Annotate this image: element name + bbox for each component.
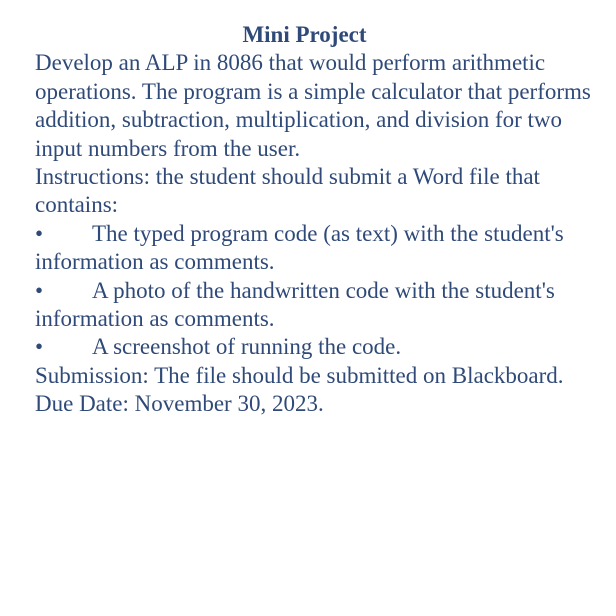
document-title-text: Mini Project [242,22,367,47]
due-date-paragraph: Due Date: November 30, 2023. [35,391,324,417]
bullet-text: The typed program code (as text) with the student's information as comments. [35,220,564,275]
bullet-item-handwritten-photo [35,277,613,334]
document-title [0,21,578,49]
document [35,21,613,419]
instructions-paragraph: Instructions: the student should submit a Word file that contains: [35,164,540,218]
bullet-item-typed-code [35,220,613,277]
bullet-text: A photo of the handwritten code with the student's information as comments. [35,277,555,332]
bullet-item-screenshot [35,333,613,361]
bullet-mark: • [35,220,44,246]
bullet-mark: • [35,277,44,303]
bullet-text: A screenshot of running the code. [92,334,402,360]
bullet-mark: • [35,334,44,360]
intro-paragraph: Develop an ALP in 8086 that would perform arithmetic operations. The program is a simple calculator that performs addition, subtraction, multiplication, and division for two input numbers from the user. [35,50,591,161]
submission-paragraph: Submission: The file should be submitted on Blackboard. [35,362,564,388]
